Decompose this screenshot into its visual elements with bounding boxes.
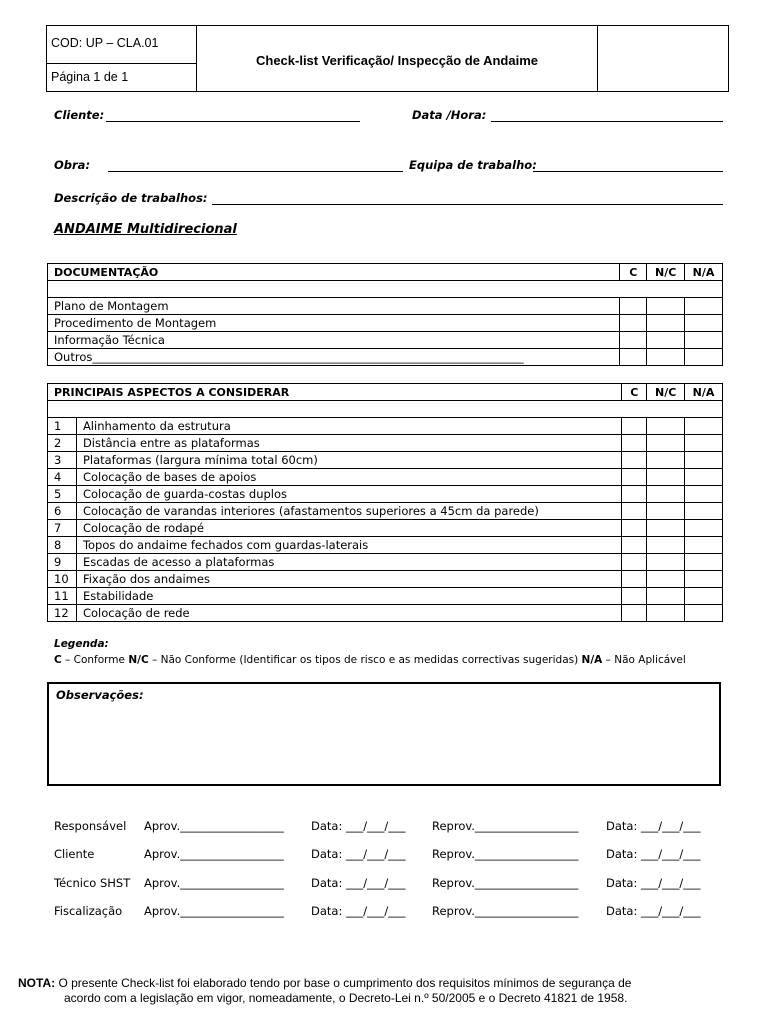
aspectos-table (47, 383, 723, 622)
table-row (48, 486, 723, 503)
documentacao-header: DOCUMENTAÇÃO (48, 264, 620, 281)
table-row (48, 588, 723, 605)
item-text: Topos do andaime fechados com guardas-laterais (76, 537, 621, 554)
check-nc[interactable] (647, 486, 685, 503)
check-c[interactable] (620, 298, 647, 315)
sig-data[interactable]: Data: ___/___/___ (606, 847, 701, 861)
legend-c-text: – Conforme (61, 654, 129, 666)
check-c[interactable] (622, 503, 647, 520)
table-row (48, 298, 723, 315)
sig-data[interactable]: Data: ___/___/___ (311, 876, 406, 890)
item-number: 4 (48, 469, 77, 486)
check-na[interactable] (685, 332, 723, 349)
header-empty-cell (597, 26, 728, 91)
item-number: 11 (48, 588, 77, 605)
check-nc[interactable] (647, 418, 685, 435)
check-na[interactable] (685, 588, 723, 605)
item-text: Plataformas (largura mínima total 60cm) (76, 452, 621, 469)
check-nc[interactable] (647, 503, 685, 520)
item-text: Distância entre as plataformas (76, 435, 621, 452)
table-header-row (48, 264, 723, 281)
blank-row (48, 281, 723, 298)
section-title: ANDAIME Multidirecional (54, 222, 237, 237)
check-na[interactable] (685, 315, 723, 332)
check-c[interactable] (622, 537, 647, 554)
table-header-row (48, 384, 723, 401)
item-text: Colocação de varandas interiores (afastamentos superiores a 45cm da parede) (76, 503, 621, 520)
aspectos-header: PRINCIPAIS ASPECTOS A CONSIDERAR (48, 384, 622, 401)
item-number: 1 (48, 418, 77, 435)
table-row (48, 349, 723, 366)
legend-na-text: – Não Aplicável (602, 654, 686, 666)
check-c[interactable] (622, 605, 647, 622)
col-nc: N/C (647, 264, 685, 281)
sig-role: Responsável (54, 819, 127, 833)
sig-reprov[interactable]: Reprov.__________________ (432, 876, 579, 890)
sig-data[interactable]: Data: ___/___/___ (311, 904, 406, 918)
item-text: Colocação de guarda-costas duplos (76, 486, 621, 503)
sig-aprov[interactable]: Aprov.__________________ (144, 847, 284, 861)
sig-aprov[interactable]: Aprov.__________________ (144, 876, 284, 890)
obra-label: Obra: (54, 158, 91, 172)
check-c[interactable] (622, 469, 647, 486)
check-nc[interactable] (647, 537, 685, 554)
document-title: Check-list Verificação/ Inspecção de Andaime (255, 53, 539, 68)
table-row (48, 401, 723, 418)
sig-aprov[interactable]: Aprov.__________________ (144, 819, 284, 833)
doc-item: Outros___________________________________________________________________________ (48, 349, 620, 366)
sig-role: Técnico SHST (54, 876, 131, 890)
check-nc[interactable] (647, 435, 685, 452)
item-number: 5 (48, 486, 77, 503)
check-c[interactable] (622, 554, 647, 571)
check-nc[interactable] (647, 298, 685, 315)
table-row (48, 554, 723, 571)
col-nc: N/C (647, 384, 685, 401)
data-hora-label: Data /Hora: (412, 108, 487, 122)
footer-note (18, 976, 718, 1006)
item-number: 12 (48, 605, 77, 622)
col-c: C (622, 384, 647, 401)
item-text: Colocação de rodapé (76, 520, 621, 537)
descricao-label: Descrição de trabalhos: (54, 191, 208, 205)
doc-item: Plano de Montagem (48, 298, 620, 315)
legend-nc-key: N/C (128, 654, 149, 666)
check-na[interactable] (685, 571, 723, 588)
data-hora-field[interactable] (491, 121, 723, 122)
note-label: NOTA: (18, 976, 56, 990)
observacoes-label: Observações: (56, 688, 144, 702)
cliente-field[interactable] (106, 121, 360, 122)
check-na[interactable] (685, 537, 723, 554)
sig-role: Cliente (54, 847, 95, 861)
legend-na-key: N/A (581, 654, 603, 666)
item-number: 8 (48, 537, 77, 554)
obra-field[interactable] (108, 171, 403, 172)
check-nc[interactable] (647, 588, 685, 605)
table-row (48, 452, 723, 469)
table-row (48, 281, 723, 298)
legend-title: Legenda: (54, 638, 109, 650)
table-row (48, 605, 723, 622)
table-row (48, 537, 723, 554)
item-text: Colocação de rede (76, 605, 621, 622)
sig-data[interactable]: Data: ___/___/___ (311, 847, 406, 861)
check-na[interactable] (685, 554, 723, 571)
check-c[interactable] (622, 452, 647, 469)
sig-reprov[interactable]: Reprov.__________________ (432, 819, 579, 833)
note-text-1: O presente Check-list foi elaborado tendo por base o cumprimento dos requisitos mínimos de segurança de (55, 976, 632, 990)
note-line-1 (18, 976, 718, 991)
check-c[interactable] (622, 418, 647, 435)
doc-item: Procedimento de Montagem (48, 315, 620, 332)
sig-data[interactable]: Data: ___/___/___ (311, 819, 406, 833)
header-code-cell (47, 26, 197, 91)
check-na[interactable] (685, 520, 723, 537)
check-na[interactable] (685, 469, 723, 486)
sig-aprov[interactable]: Aprov.__________________ (144, 904, 284, 918)
documentacao-table (47, 263, 723, 366)
check-na[interactable] (685, 435, 723, 452)
item-text: Escadas de acesso a plataformas (76, 554, 621, 571)
document-header (46, 25, 729, 92)
check-na[interactable] (685, 486, 723, 503)
note-line-2: acordo com a legislação em vigor, nomeadamente, o Decreto-Lei n.º 50/2005 e o Decreto 41821 de 1958. (64, 991, 628, 1005)
item-text: Fixação dos andaimes (76, 571, 621, 588)
sig-reprov[interactable]: Reprov.__________________ (432, 904, 579, 918)
check-na[interactable] (685, 503, 723, 520)
item-number: 6 (48, 503, 77, 520)
table-row (48, 571, 723, 588)
check-c[interactable] (620, 349, 647, 366)
item-text: Alinhamento da estrutura (76, 418, 621, 435)
table-row (48, 469, 723, 486)
check-nc[interactable] (647, 349, 685, 366)
check-na[interactable] (685, 298, 723, 315)
check-c[interactable] (622, 435, 647, 452)
check-na[interactable] (685, 418, 723, 435)
item-number: 9 (48, 554, 77, 571)
check-nc[interactable] (647, 605, 685, 622)
col-na: N/A (685, 264, 723, 281)
check-nc[interactable] (647, 554, 685, 571)
check-nc[interactable] (647, 520, 685, 537)
descricao-field[interactable] (212, 204, 723, 205)
check-na[interactable] (685, 349, 723, 366)
document-code: COD: UP – CLA.01 (47, 26, 196, 64)
equipa-label: Equipa de trabalho: (409, 158, 537, 172)
sig-role: Fiscalização (54, 904, 123, 918)
check-c[interactable] (622, 520, 647, 537)
check-c[interactable] (620, 332, 647, 349)
check-c[interactable] (622, 486, 647, 503)
check-na[interactable] (685, 452, 723, 469)
item-number: 3 (48, 452, 77, 469)
item-number: 7 (48, 520, 77, 537)
check-c[interactable] (622, 588, 647, 605)
check-na[interactable] (685, 605, 723, 622)
check-c[interactable] (622, 571, 647, 588)
page-number: Página 1 de 1 (51, 70, 129, 84)
col-c: C (620, 264, 647, 281)
legend-nc-text: – Não Conforme (Identificar os tipos de risco e as medidas correctivas sugeridas) (148, 654, 582, 666)
table-row (48, 520, 723, 537)
doc-item: Informação Técnica (48, 332, 620, 349)
check-nc[interactable] (647, 332, 685, 349)
table-row (48, 435, 723, 452)
check-nc[interactable] (647, 469, 685, 486)
equipa-field[interactable] (533, 171, 723, 172)
legend (54, 636, 686, 668)
sig-data[interactable]: Data: ___/___/___ (606, 904, 701, 918)
table-row (48, 332, 723, 349)
legend-text (54, 652, 686, 668)
col-na: N/A (685, 384, 723, 401)
item-number: 10 (48, 571, 77, 588)
check-nc[interactable] (647, 315, 685, 332)
observacoes-box[interactable] (47, 682, 721, 786)
check-nc[interactable] (647, 452, 685, 469)
cliente-label: Cliente: (54, 108, 105, 122)
check-c[interactable] (620, 315, 647, 332)
sig-data[interactable]: Data: ___/___/___ (606, 819, 701, 833)
sig-reprov[interactable]: Reprov.__________________ (432, 847, 579, 861)
item-text: Estabilidade (76, 588, 621, 605)
table-row (48, 315, 723, 332)
table-row (48, 418, 723, 435)
legend-c-key: C (54, 654, 62, 666)
check-nc[interactable] (647, 571, 685, 588)
item-number: 2 (48, 435, 77, 452)
sig-data[interactable]: Data: ___/___/___ (606, 876, 701, 890)
item-text: Colocação de bases de apoios (76, 469, 621, 486)
table-row (48, 503, 723, 520)
blank-row (48, 401, 723, 418)
